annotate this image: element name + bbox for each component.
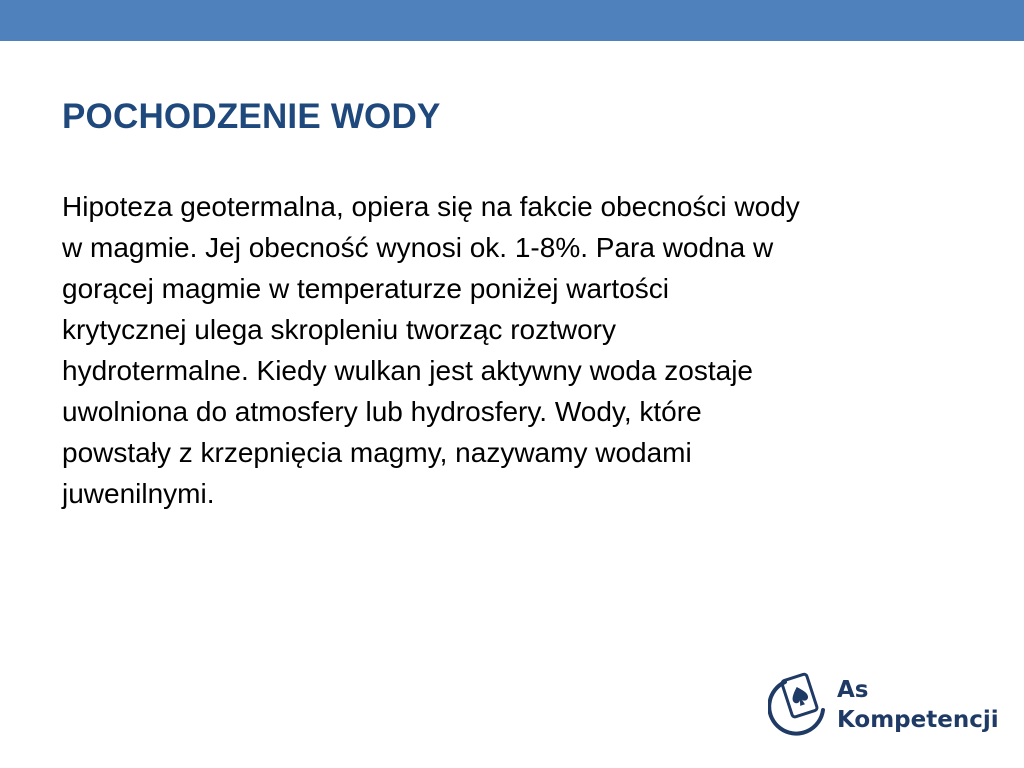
body-line: juwenilnymi. — [62, 478, 215, 509]
as-kompetencji-logo — [768, 670, 1008, 750]
logo-line-as: As — [837, 677, 869, 703]
slide-body-text — [62, 186, 974, 514]
body-line: w magmie. Jej obecność wynosi ok. 1-8%. Para wodna w — [62, 232, 774, 263]
body-line: Hipoteza geotermalna, opiera się na fakcie obecności wody — [62, 191, 800, 222]
top-accent-bar — [0, 0, 1024, 41]
body-line: powstały z krzepnięcia magmy, nazywamy wodami — [62, 437, 692, 468]
playing-card-spade-icon — [768, 670, 832, 744]
body-line: uwolniona do atmosfery lub hydrosfery. Wody, które — [62, 396, 702, 427]
body-line: krytycznej ulega skropleniu tworząc roztwory — [62, 314, 616, 345]
logo-line-kompetencji: Kompetencji — [837, 707, 999, 733]
slide-title: POCHODZENIE WODY — [62, 97, 441, 136]
body-line: gorącej magmie w temperaturze poniżej wartości — [62, 273, 669, 304]
logo-text — [837, 675, 999, 735]
body-line: hydrotermalne. Kiedy wulkan jest aktywny woda zostaje — [62, 355, 754, 386]
